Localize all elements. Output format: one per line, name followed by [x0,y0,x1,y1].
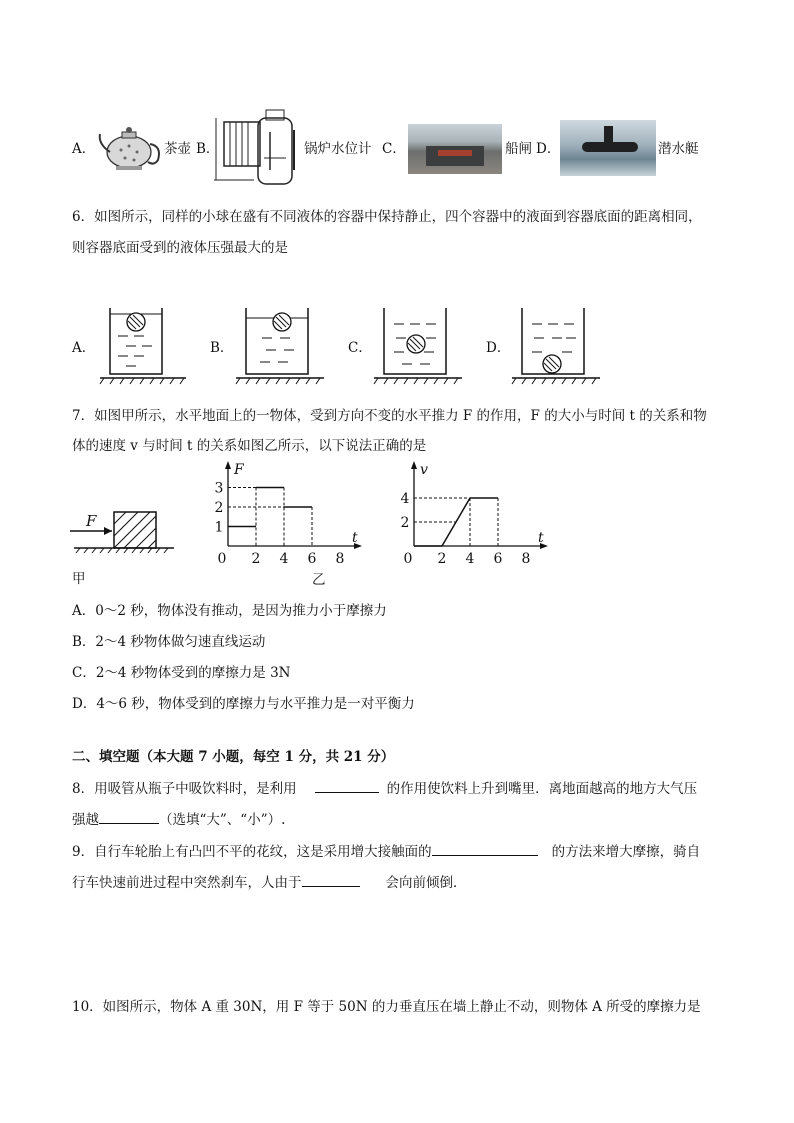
ship-lock-photo [408,124,502,174]
force-time-chart [200,460,370,572]
q6-container-b [236,308,326,388]
q8-text-line2-pre: 强越 [72,812,99,828]
y-axis-arrow [411,461,417,469]
q6-container-d [512,308,602,388]
q5-option-a-text: 茶壶 [164,141,191,157]
y-axis-arrow [225,461,231,469]
q8-line1 [72,778,697,799]
x-axis-label: t [352,530,358,546]
q6-text-line1: 6．如图所示，同样的小球在盛有不同液体的容器中保持静止，四个容器中的液面到容器底面的距离相同， [72,209,702,225]
x-axis-label: t [538,530,544,546]
section2-heading: 二、填空题（本大题 7 小题，每空 1 分，共 21 分） [72,749,395,765]
q9-line2 [72,872,467,893]
q7-label-yi: 乙 [312,572,326,588]
y-axis-label: v [420,462,428,478]
x-tick-label: 8 [521,551,531,567]
q7-text-line2: 体的速度 v 与时间 t 的关系如图乙所示，以下说法正确的是 [72,438,427,454]
q9-text-pre: 9．自行车轮胎上有凸凹不平的花纹，这是采用增大接触面的 [72,844,432,860]
x-tick-label: 6 [493,551,503,567]
q5-option-c-letter: C． [382,141,406,157]
q10-text: 10．如图所示，物体 A 重 30N，用 F 等于 50N 的力垂直压在墙上静止不动，则物体 A 所受的摩擦力是 [72,999,701,1015]
q9-text-line2-pre: 行车快速前进过程中突然刹车，人由于 [72,875,302,891]
q9-blank-1[interactable] [432,841,538,856]
teapot-image [96,122,166,174]
q8-text-pre: 8．用吸管从瓶子中吸饮料时，是利用 [72,781,297,797]
q6-option-c-label: C． [348,340,372,356]
x-tick-label: 6 [307,551,317,567]
boiler-gauge-image [214,110,304,190]
q7-text-line1: 7．如图甲所示，水平地面上的一物体，受到方向不变的水平推力 F 的作用，F 的大小与时间 t 的关系和物 [72,408,707,424]
velocity-time-chart [386,460,556,572]
q7-option-b: B．2～4 秒物体做匀速直线运动 [72,634,266,650]
q6-text-line2: 则容器底面受到的液体压强最大的是 [72,240,288,256]
q5-option-a-letter: A． [72,141,96,157]
y-tick-label: 4 [400,491,410,507]
y-tick-label: 2 [214,500,224,516]
y-tick-label: 3 [214,480,224,497]
q7-option-c: C．2～4 秒物体受到的摩擦力是 3N [72,665,291,681]
q8-text-line2-post: （选填“大”、“小”）. [159,812,286,828]
x-tick-label: 2 [437,551,447,567]
q6-option-a-label: A． [72,340,96,356]
x-tick-label: 2 [251,551,261,567]
q9-text-mid: 的方法来增大摩擦，骑自 [551,844,701,860]
y-axis-label: F [234,462,244,478]
q6-option-d-label: D． [486,340,511,356]
y-tick-label: 1 [214,519,224,536]
x-tick-label: 8 [335,551,345,567]
q7-label-jia: 甲 [72,571,86,587]
x-tick-label: 0 [403,551,413,567]
x-tick-label: 0 [217,551,227,567]
q5-option-d-letter: D． [536,141,561,157]
q6-container-a [100,308,190,388]
q5-option-b-text: 锅炉水位计 [304,141,372,157]
q7-block-diagram [70,500,180,555]
q6-container-c [374,308,464,388]
q7-option-a: A．0～2 秒，物体没有推动，是因为推力小于摩擦力 [72,603,387,619]
x-tick-label: 4 [279,551,289,567]
q5-option-c-text: 船闸 [505,141,532,157]
y-tick-label: 2 [400,515,410,531]
q8-text-mid: 的作用使饮料上升到嘴里．离地面越高的地方大气压 [386,781,698,797]
q6-option-b-label: B． [210,340,234,356]
q9-blank-2[interactable] [302,872,360,887]
q9-text-line2-post: 会向前倾倒． [385,875,467,891]
q8-blank-2[interactable] [99,809,159,824]
x-tick-label: 4 [465,551,475,567]
submarine-photo [560,120,656,176]
q8-line2 [72,809,285,830]
q5-option-d-text: 潜水艇 [658,141,699,157]
q7-option-d: D．4～6 秒，物体受到的摩擦力与水平推力是一对平衡力 [72,696,415,712]
q8-blank-1[interactable] [315,778,379,793]
q9-line1 [72,841,700,862]
q7-force-label: F [86,512,97,530]
q5-option-b-letter: B． [196,141,220,157]
